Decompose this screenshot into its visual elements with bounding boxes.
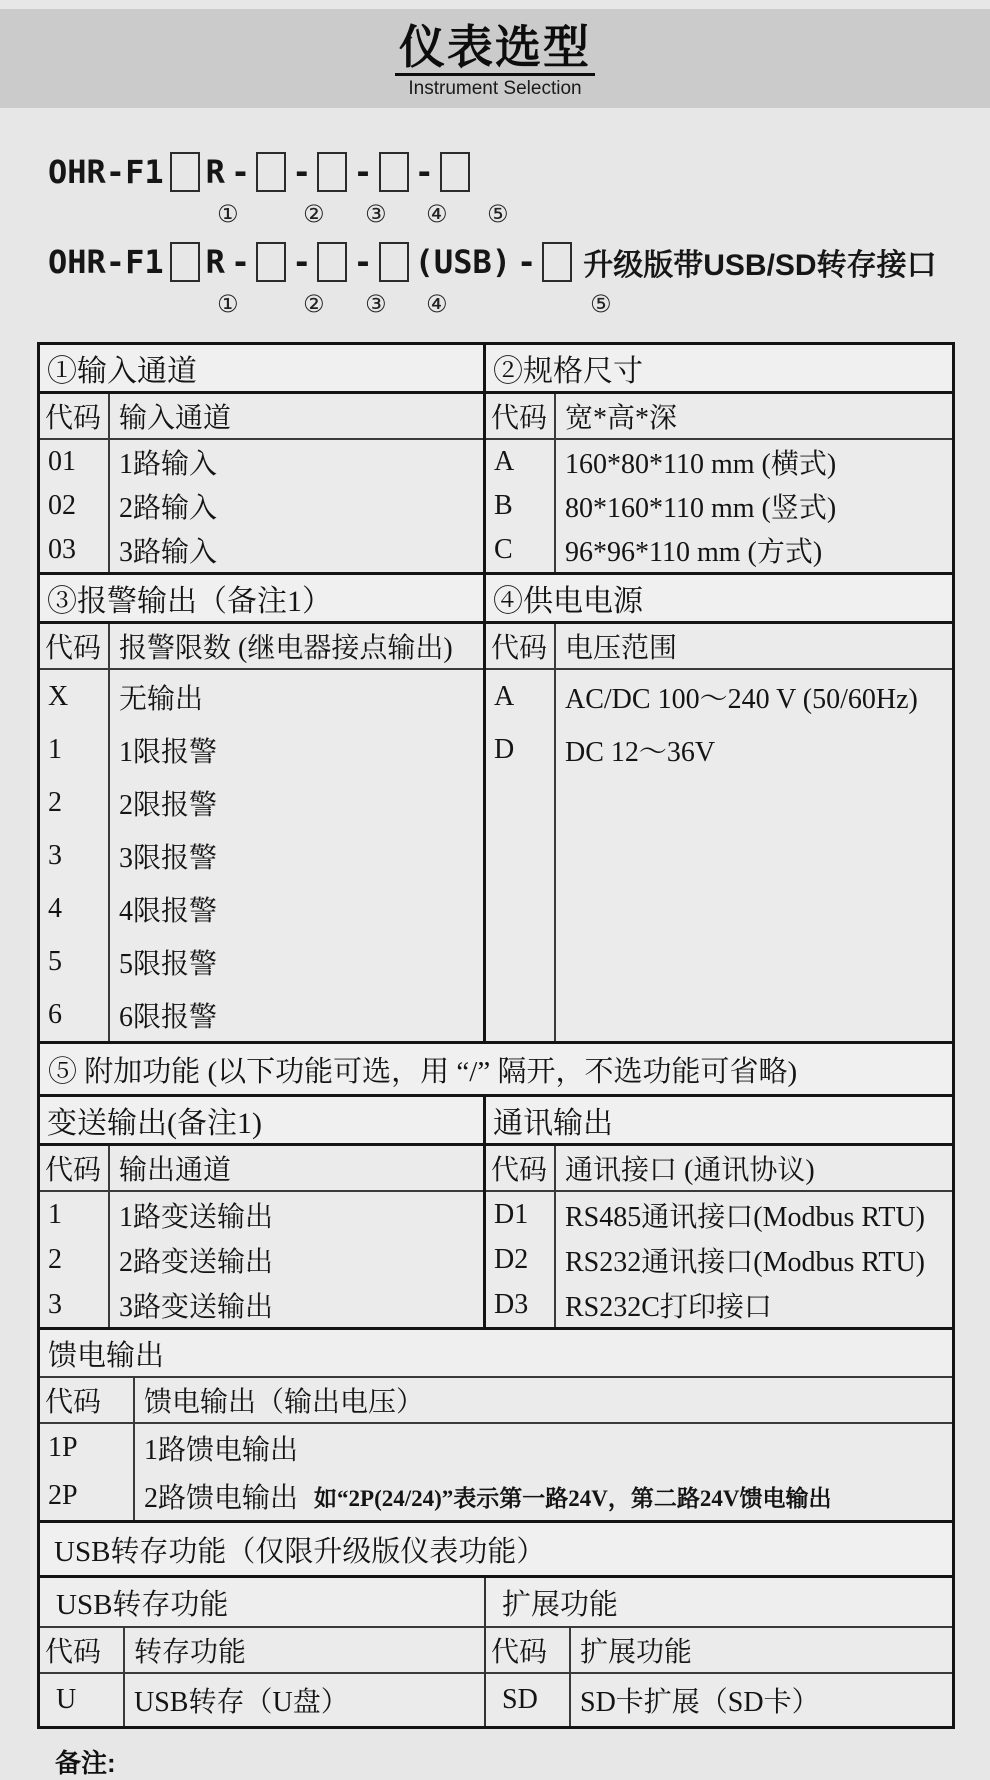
column-header-row	[486, 624, 952, 670]
desc-header: 报警限数 (继电器接点输出)	[119, 633, 453, 665]
code-header: 代码	[40, 1378, 135, 1422]
column-header-row	[486, 1628, 952, 1674]
code-value: 02	[48, 490, 76, 522]
model-separator: -	[353, 153, 373, 192]
code-column	[40, 1674, 125, 1726]
section-alarm-output	[40, 575, 486, 1041]
code-header: 代码	[486, 1146, 556, 1190]
circle-1-marker: ①	[217, 200, 239, 229]
code-value: SD	[502, 1684, 538, 1716]
model-prefix: OHR-F1	[48, 243, 164, 282]
desc-value: 1路馈电输出	[144, 1435, 299, 1467]
model-code-diagram	[45, 146, 990, 326]
desc-value: 160*80*110 mm (横式)	[565, 449, 837, 481]
section-title: 通讯输出	[486, 1097, 952, 1146]
desc-column	[110, 1192, 483, 1327]
desc-value: 1路变送输出	[119, 1201, 274, 1233]
section-communication-output	[486, 1097, 952, 1327]
desc-value: 2路变送输出	[119, 1246, 274, 1278]
code-value: 01	[48, 446, 76, 478]
code-column	[486, 440, 556, 572]
model-format-line-1	[45, 146, 990, 198]
desc-column	[125, 1674, 484, 1726]
model-format-line-2	[45, 236, 990, 288]
page-title: 仪表选型	[395, 23, 595, 76]
code-value: D3	[494, 1288, 529, 1320]
code-header: 代码	[40, 1146, 110, 1190]
desc-value: 80*160*110 mm (竖式)	[565, 493, 837, 525]
desc-column	[556, 440, 952, 572]
desc-header: 扩展功能	[580, 1637, 693, 1669]
remarks-label: 备注:	[55, 1748, 116, 1779]
desc-column	[110, 440, 483, 572]
circle-5-marker: ⑤	[487, 200, 509, 229]
code-box-5	[542, 242, 572, 282]
code-header: 代码	[486, 1628, 571, 1672]
code-value: U	[56, 1684, 77, 1716]
code-value: 2P	[48, 1480, 78, 1512]
section-title: 馈电输出	[40, 1330, 952, 1378]
desc-value: 2限报警	[119, 789, 218, 821]
model-separator: -	[292, 153, 312, 192]
desc-value: 6限报警	[119, 1001, 218, 1033]
code-value: 1P	[48, 1432, 78, 1464]
desc-note: 如“2P(24/24)”表示第一路24V，第二路24V馈电输出	[314, 1485, 832, 1511]
code-header: 代码	[486, 624, 556, 668]
desc-value: 2路输入	[119, 493, 218, 525]
code-value: C	[494, 534, 513, 566]
section-title: 变送输出(备注1)	[40, 1097, 483, 1146]
section-row-4	[40, 1097, 952, 1330]
upgrade-version-label: 升级版带USB/SD转存接口	[583, 249, 937, 283]
desc-value: 1限报警	[119, 736, 218, 768]
section-dimensions	[486, 345, 952, 572]
section-title: ③报警输出（备注1）	[40, 575, 483, 624]
column-header-row	[486, 394, 952, 440]
code-header: 代码	[40, 624, 110, 668]
code-box-4	[379, 152, 409, 192]
circle-4-marker: ④	[426, 200, 448, 229]
banner-additional-functions: ⑤ 附加功能 (以下功能可选，用 “/” 隔开，不选功能可省略)	[40, 1044, 952, 1097]
section-row-1	[40, 345, 952, 575]
circle-2-marker: ②	[303, 200, 325, 229]
desc-value: RS485通讯接口(Modbus RTU)	[565, 1201, 926, 1233]
code-value: 5	[48, 945, 62, 977]
circle-4-marker: ④	[426, 290, 448, 319]
code-box-5	[440, 152, 470, 192]
position-markers-line-2	[45, 288, 990, 326]
code-value: 6	[48, 998, 62, 1030]
circle-5-marker: ⑤	[590, 290, 612, 319]
code-box-3	[317, 152, 347, 192]
desc-value: 3限报警	[119, 842, 218, 874]
desc-value: 1路输入	[119, 449, 218, 481]
code-box-3	[317, 242, 347, 282]
section-transmit-output	[40, 1097, 486, 1327]
code-header: 代码	[40, 1628, 125, 1672]
desc-value: 4限报警	[119, 895, 218, 927]
column-header-row	[40, 624, 483, 670]
model-separator: -	[230, 153, 251, 192]
desc-column	[556, 1192, 952, 1327]
code-value: 3	[48, 839, 62, 871]
section-usb-transfer	[40, 1578, 486, 1726]
model-r: R	[205, 243, 225, 282]
column-header-row	[40, 394, 483, 440]
model-separator: -	[516, 243, 537, 282]
position-markers-line-1	[45, 198, 990, 236]
code-value: X	[48, 680, 69, 712]
code-value: 3	[48, 1288, 62, 1320]
page-header	[0, 9, 990, 108]
section-row-2	[40, 575, 952, 1044]
section-power-supply	[486, 575, 952, 1041]
desc-header: 转存功能	[134, 1637, 247, 1669]
desc-header: 馈电输出（输出电压）	[144, 1387, 425, 1419]
code-column	[40, 440, 110, 572]
code-value: D2	[494, 1243, 529, 1275]
section-feed-output	[40, 1330, 952, 1523]
desc-header: 输出通道	[119, 1155, 232, 1187]
code-value: D1	[494, 1198, 529, 1230]
code-value: D	[494, 733, 515, 765]
section-title: ②规格尺寸	[486, 345, 952, 394]
desc-column	[556, 670, 952, 1041]
code-column	[486, 670, 556, 1041]
usb-label: (USB)	[414, 243, 511, 282]
model-r: R	[205, 153, 225, 192]
desc-value: RS232C打印接口	[565, 1291, 772, 1323]
code-value: 1	[48, 1198, 62, 1230]
section-title: ①输入通道	[40, 345, 483, 394]
code-value: 4	[48, 892, 62, 924]
code-box-1	[170, 242, 200, 282]
code-box-4	[379, 242, 409, 282]
desc-value: 96*96*110 mm (方式)	[565, 537, 823, 569]
model-separator: -	[292, 243, 312, 282]
column-header-row	[40, 1146, 483, 1192]
circle-3-marker: ③	[365, 290, 387, 319]
code-value: 1	[48, 733, 62, 765]
desc-value: 2路馈电输出 如“2P(24/24)”表示第一路24V，第二路24V馈电输出	[135, 1472, 952, 1520]
column-header-row	[486, 1146, 952, 1192]
code-value: A	[494, 446, 515, 478]
desc-column	[110, 670, 483, 1041]
page-subtitle: Instrument Selection	[408, 78, 582, 100]
code-box-2	[256, 242, 286, 282]
code-column	[40, 670, 110, 1041]
code-column	[486, 1674, 571, 1726]
section-title: ④供电电源	[486, 575, 952, 624]
code-value: 03	[48, 534, 76, 566]
desc-value: SD卡扩展（SD卡）	[580, 1687, 820, 1719]
code-column	[40, 1424, 135, 1520]
circle-2-marker: ②	[303, 290, 325, 319]
section-title: 扩展功能	[486, 1578, 952, 1628]
desc-value: 3路输入	[119, 537, 218, 569]
desc-value: DC 12～36V	[565, 736, 716, 768]
desc-header: 宽*高*深	[565, 403, 678, 435]
code-box-1	[170, 152, 200, 192]
column-header-row	[40, 1378, 952, 1424]
desc-value: 5限报警	[119, 948, 218, 980]
model-separator: -	[414, 153, 434, 192]
section-input-channel	[40, 345, 486, 572]
desc-value: AC/DC 100～240 V (50/60Hz)	[565, 683, 918, 715]
section-expansion	[486, 1578, 952, 1726]
banner-usb-transfer: USB转存功能（仅限升级版仪表功能）	[40, 1523, 952, 1578]
desc-value: 无输出	[119, 683, 204, 715]
circle-1-marker: ①	[217, 290, 239, 319]
code-value: 2	[48, 786, 62, 818]
circle-3-marker: ③	[365, 200, 387, 229]
code-value: B	[494, 490, 513, 522]
model-prefix: OHR-F1	[48, 153, 164, 192]
model-separator: -	[230, 243, 251, 282]
section-row-6	[40, 1578, 952, 1726]
desc-column	[135, 1424, 952, 1520]
desc-header: 通讯接口 (通讯协议)	[565, 1155, 815, 1187]
model-separator: -	[353, 243, 373, 282]
desc-value: RS232通讯接口(Modbus RTU)	[565, 1246, 926, 1278]
code-value: 2	[48, 1243, 62, 1275]
selection-table	[37, 342, 955, 1729]
page	[0, 9, 990, 1779]
code-column	[40, 1192, 110, 1327]
code-box-2	[256, 152, 286, 192]
desc-header: 输入通道	[119, 403, 232, 435]
code-value: A	[494, 680, 515, 712]
desc-value: 3路变送输出	[119, 1291, 274, 1323]
section-title: USB转存功能	[40, 1578, 484, 1628]
desc-value: USB转存（U盘）	[134, 1687, 349, 1719]
code-header: 代码	[40, 394, 110, 438]
code-column	[486, 1192, 556, 1327]
code-header: 代码	[486, 394, 556, 438]
desc-header: 电压范围	[565, 633, 678, 665]
column-header-row	[40, 1628, 484, 1674]
desc-column	[571, 1674, 952, 1726]
